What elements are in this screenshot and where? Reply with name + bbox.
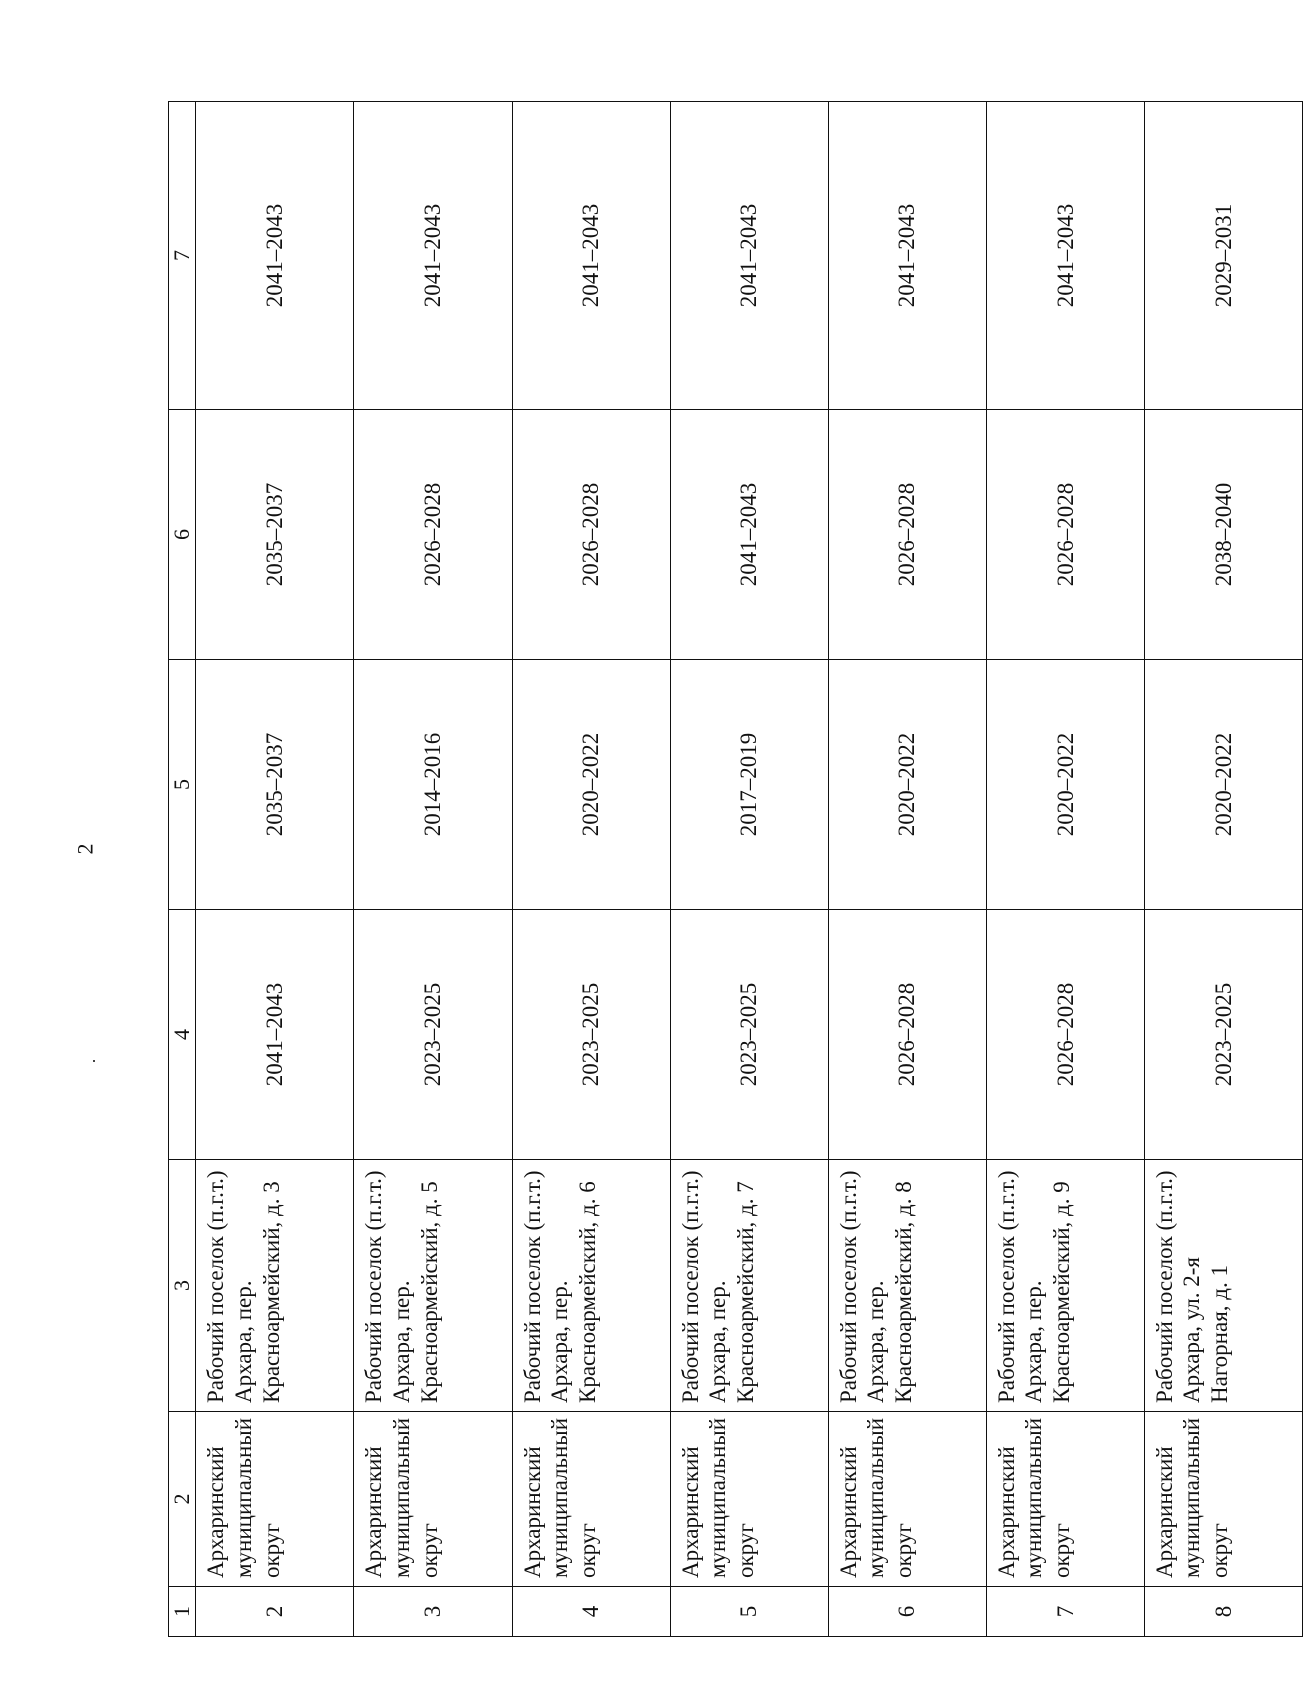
col4-cell: 2023–2025 <box>354 910 512 1160</box>
row-number: 7 <box>986 1587 1144 1637</box>
col4-cell: 2023–2025 <box>512 910 670 1160</box>
address-cell: Рабочий поселок (п.г.т.) Архара, пер. Красноармейский, д. 7 <box>670 1160 828 1412</box>
district-cell: Архаринский муниципальный округ <box>512 1412 670 1587</box>
col4-cell: 2023–2025 <box>670 910 828 1160</box>
col5-cell: 2020–2022 <box>828 660 986 910</box>
header-col-4: 4 <box>169 910 196 1160</box>
header-col-5: 5 <box>169 660 196 910</box>
header-col-6: 6 <box>169 410 196 660</box>
table-row <box>196 102 354 1637</box>
col5-cell: 2035–2037 <box>196 660 354 910</box>
row-number: 8 <box>1144 1587 1302 1637</box>
address-cell: Рабочий поселок (п.г.т.) Архара, пер. Красноармейский, д. 5 <box>354 1160 512 1412</box>
col5-cell: 2020–2022 <box>1144 660 1302 910</box>
page-number: 2 <box>72 843 98 855</box>
table-row <box>828 102 986 1637</box>
col7-cell: 2041–2043 <box>986 102 1144 410</box>
district-cell: Архаринский муниципальный округ <box>1144 1412 1302 1587</box>
header-col-2: 2 <box>169 1412 196 1587</box>
row-number: 5 <box>670 1587 828 1637</box>
address-cell: Рабочий поселок (п.г.т.) Архара, пер. Красноармейский, д. 3 <box>196 1160 354 1412</box>
col4-cell: 2026–2028 <box>828 910 986 1160</box>
col4-cell: 2041–2043 <box>196 910 354 1160</box>
header-col-7: 7 <box>169 102 196 410</box>
col5-cell: 2014–2016 <box>354 660 512 910</box>
scan-speck <box>93 1060 95 1062</box>
col4-cell: 2023–2025 <box>1144 910 1302 1160</box>
address-cell: Рабочий поселок (п.г.т.) Архара, пер. Красноармейский, д. 6 <box>512 1160 670 1412</box>
schedule-table-container <box>168 102 1303 1637</box>
col4-cell: 2026–2028 <box>986 910 1144 1160</box>
address-cell: Рабочий поселок (п.г.т.) Архара, ул. 2-я Нагорная, д. 1 <box>1144 1160 1302 1412</box>
col6-cell: 2026–2028 <box>512 410 670 660</box>
col5-cell: 2020–2022 <box>986 660 1144 910</box>
col6-cell: 2026–2028 <box>354 410 512 660</box>
col6-cell: 2026–2028 <box>828 410 986 660</box>
table-row <box>986 102 1144 1637</box>
address-cell: Рабочий поселок (п.г.т.) Архара, пер. Красноармейский, д. 8 <box>828 1160 986 1412</box>
header-col-1: 1 <box>169 1587 196 1637</box>
address-cell: Рабочий поселок (п.г.т.) Архара, пер. Красноармейский, д. 9 <box>986 1160 1144 1412</box>
table-row <box>512 102 670 1637</box>
header-col-3: 3 <box>169 1160 196 1412</box>
col5-cell: 2020–2022 <box>512 660 670 910</box>
col6-cell: 2041–2043 <box>670 410 828 660</box>
table-row <box>1144 102 1302 1637</box>
col6-cell: 2035–2037 <box>196 410 354 660</box>
header-row <box>169 102 196 1637</box>
col7-cell: 2041–2043 <box>354 102 512 410</box>
row-number: 6 <box>828 1587 986 1637</box>
col7-cell: 2029–2031 <box>1144 102 1302 410</box>
table-row <box>354 102 512 1637</box>
col7-cell: 2041–2043 <box>512 102 670 410</box>
col5-cell: 2017–2019 <box>670 660 828 910</box>
col7-cell: 2041–2043 <box>196 102 354 410</box>
col7-cell: 2041–2043 <box>828 102 986 410</box>
district-cell: Архаринский муниципальный округ <box>986 1412 1144 1587</box>
district-cell: Архаринский муниципальный округ <box>828 1412 986 1587</box>
col7-cell: 2041–2043 <box>670 102 828 410</box>
row-number: 2 <box>196 1587 354 1637</box>
col6-cell: 2026–2028 <box>986 410 1144 660</box>
district-cell: Архаринский муниципальный округ <box>196 1412 354 1587</box>
table-row <box>670 102 828 1637</box>
district-cell: Архаринский муниципальный округ <box>354 1412 512 1587</box>
schedule-table <box>168 101 1303 1637</box>
row-number: 4 <box>512 1587 670 1637</box>
district-cell: Архаринский муниципальный округ <box>670 1412 828 1587</box>
col6-cell: 2038–2040 <box>1144 410 1302 660</box>
row-number: 3 <box>354 1587 512 1637</box>
